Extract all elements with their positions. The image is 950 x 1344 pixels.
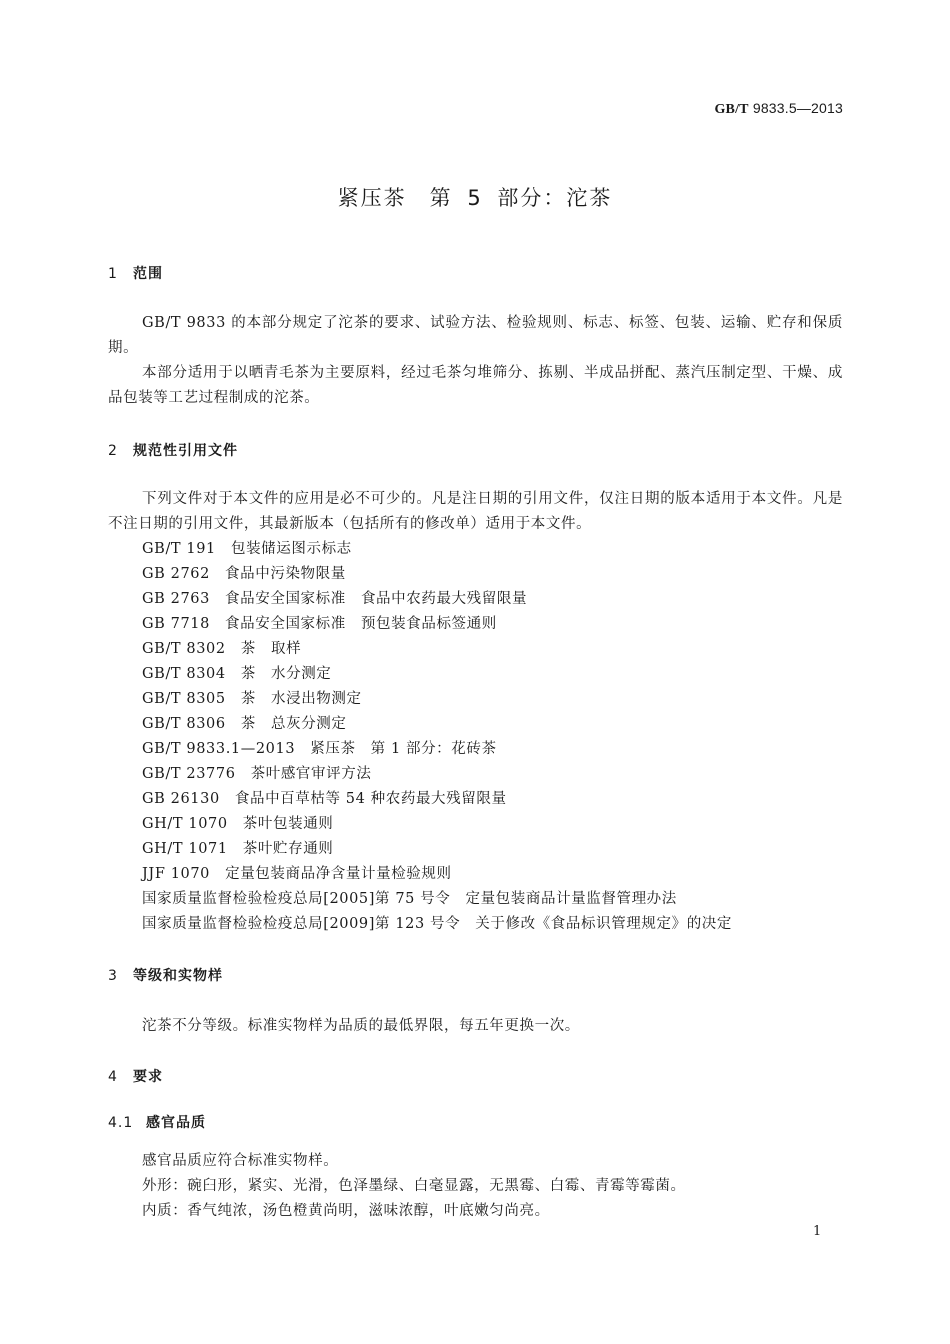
section-1-heading	[108, 263, 163, 283]
section-number: 4	[108, 1069, 118, 1085]
reference-item: GB 2763 食品安全国家标准 食品中农药最大残留限量	[142, 591, 528, 607]
reference-item: GB 2762 食品中污染物限量	[142, 566, 346, 582]
reference-item: GH/T 1070 茶叶包装通则	[142, 816, 334, 832]
reference-item: GB/T 8304 茶 水分测定	[142, 666, 332, 682]
section-title: 感官品质	[146, 1115, 206, 1131]
section-title: 范围	[133, 266, 163, 282]
reference-item: GB 26130 食品中百草枯等 54 种农药最大残留限量	[142, 791, 507, 807]
section-number: 3	[108, 968, 118, 984]
reference-item: GB/T 8306 茶 总灰分测定	[142, 716, 347, 732]
section-3-heading	[108, 965, 223, 985]
section-number: 4.1	[108, 1115, 134, 1131]
reference-item: 国家质量监督检验检疫总局[2009]第 123 号令 关于修改《食品标识管理规定》的决定	[142, 916, 733, 932]
section-4-heading	[108, 1066, 163, 1086]
reference-item: 国家质量监督检验检疫总局[2005]第 75 号令 定量包装商品计量监督管理办法	[142, 891, 677, 907]
scope-paragraph-1: GB/T 9833 的本部分规定了沱茶的要求、试验方法、检验规则、标志、标签、包装、运输、贮存和保质期。	[108, 315, 843, 356]
standard-number: 9833.5—2013	[752, 100, 843, 116]
standard-prefix: GB/T	[714, 102, 749, 117]
reference-item: GB/T 9833.1—2013 紧压茶 第 1 部分：花砖茶	[142, 741, 497, 757]
page-number: 1	[813, 1224, 822, 1239]
document-title: 紧压茶 第 5 部分：沱茶	[337, 186, 613, 210]
section-2-heading	[108, 440, 238, 460]
reference-item: GB 7718 食品安全国家标准 预包装食品标签通则	[142, 616, 497, 632]
grade-paragraph: 沱茶不分等级。标准实物样为品质的最低界限，每五年更换一次。	[142, 1018, 580, 1034]
reference-item: GB/T 8305 茶 水浸出物测定	[142, 691, 362, 707]
scope-paragraph-2: 本部分适用于以晒青毛茶为主要原料，经过毛茶匀堆筛分、拣剔、半成品拼配、蒸汽压制定型、干燥、成品包装等工艺过程制成的沱茶。	[108, 365, 843, 406]
section-number: 2	[108, 443, 118, 459]
references-intro: 下列文件对于本文件的应用是必不可少的。凡是注日期的引用文件，仅注日期的版本适用于本文件。凡是不注日期的引用文件，其最新版本（包括所有的修改单）适用于本文件。	[108, 491, 843, 532]
reference-item: JJF 1070 定量包装商品净含量计量检验规则	[142, 866, 452, 882]
reference-item: GH/T 1071 茶叶贮存通则	[142, 841, 334, 857]
section-title: 规范性引用文件	[133, 443, 238, 459]
sensory-line: 感官品质应符合标准实物样。	[142, 1153, 339, 1169]
reference-item: GB/T 23776 茶叶感官审评方法	[142, 766, 372, 782]
sensory-appearance-line: 外形：碗臼形，紧实、光滑，色泽墨绿、白毫显露，无黑霉、白霉、青霉等霉菌。	[142, 1178, 686, 1194]
section-number: 1	[108, 266, 118, 282]
reference-item: GB/T 8302 茶 取样	[142, 641, 302, 657]
section-4-1-heading	[108, 1112, 206, 1132]
standard-code	[714, 100, 843, 118]
section-title: 要求	[133, 1069, 163, 1085]
reference-item: GB/T 191 包装储运图示标志	[142, 541, 352, 557]
section-title: 等级和实物样	[133, 968, 223, 984]
sensory-inner-quality-line: 内质：香气纯浓，汤色橙黄尚明，滋味浓醇，叶底嫩匀尚亮。	[142, 1203, 550, 1219]
